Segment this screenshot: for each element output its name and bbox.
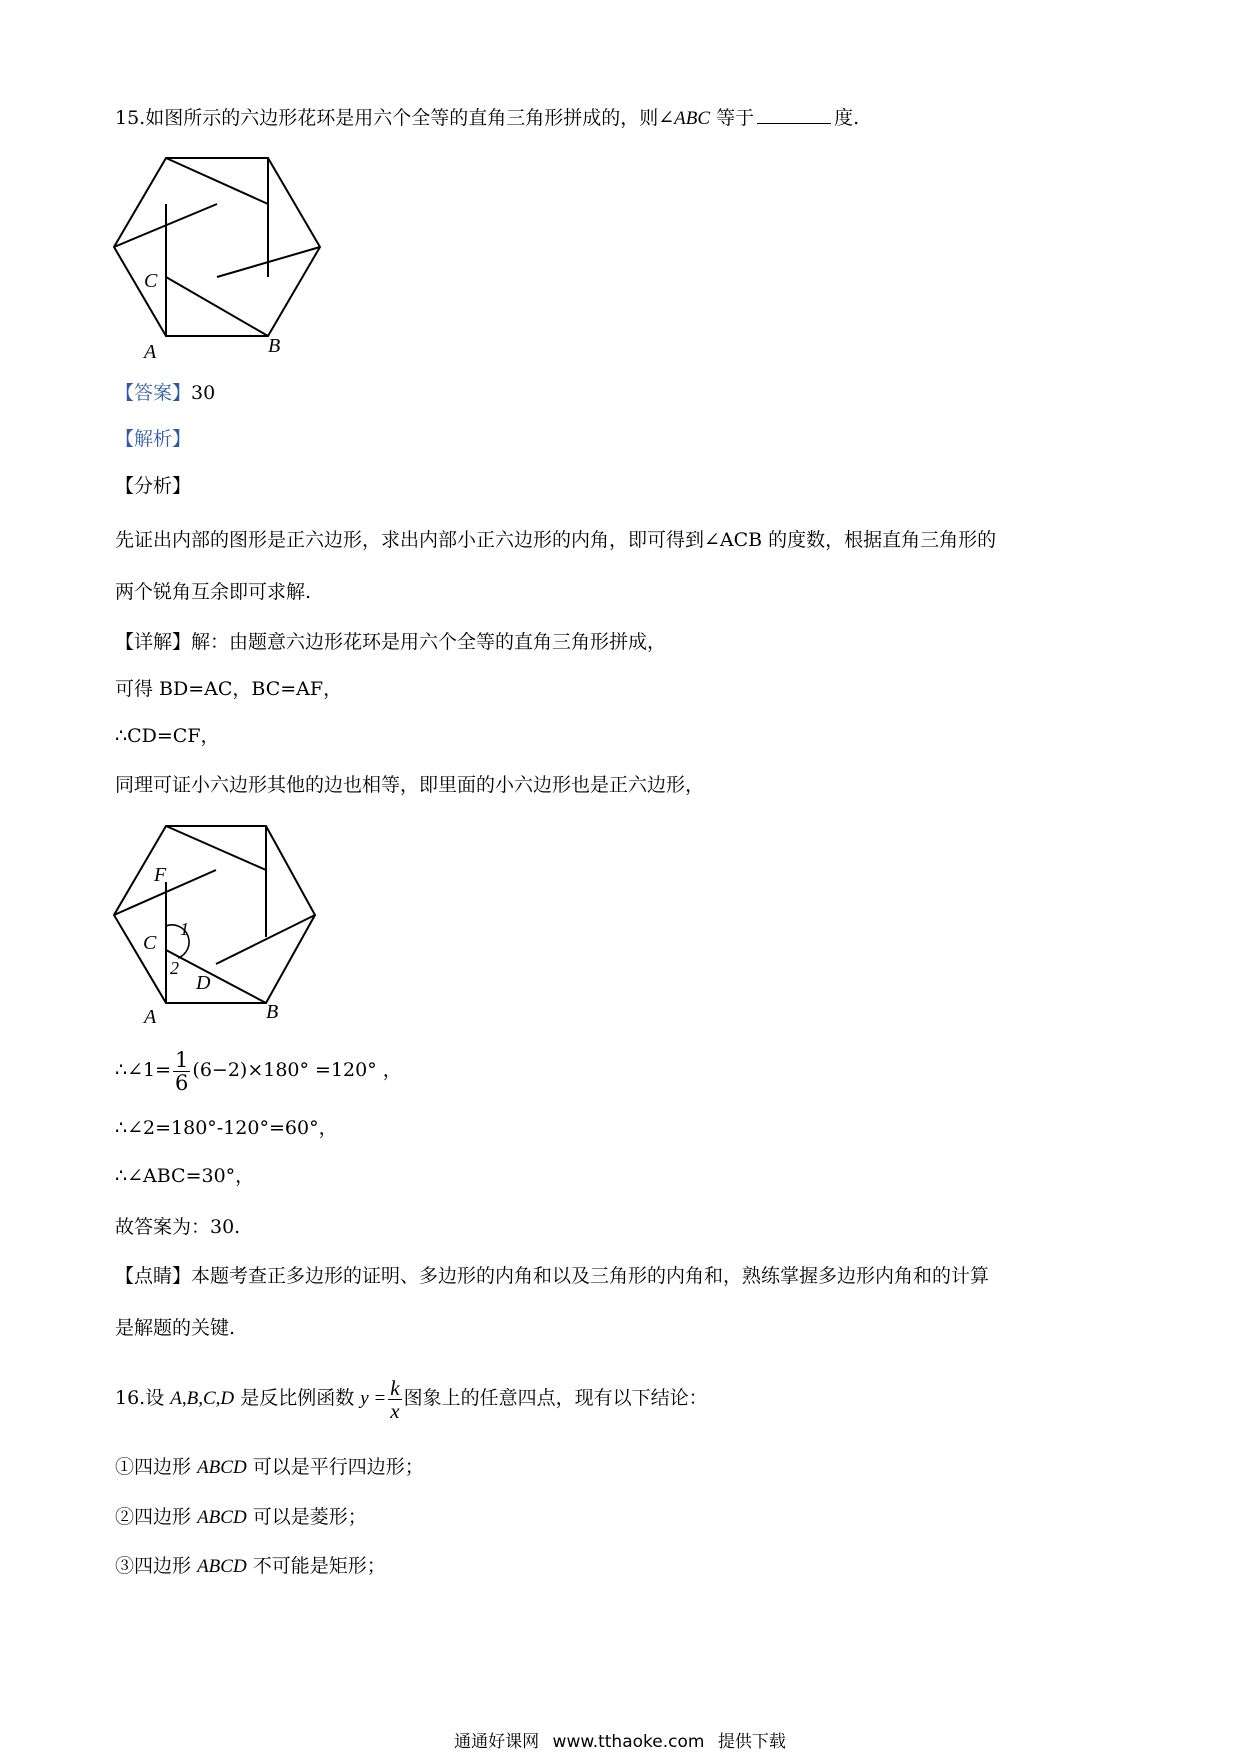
q16-option-2: [115, 1503, 367, 1532]
analysis-tag: 【解析】: [115, 428, 192, 450]
footer-provide: 提供下载: [717, 1732, 786, 1752]
q15-number: 15.: [115, 107, 146, 129]
calc-line-3: ∴∠ABC=30°，: [115, 1165, 255, 1187]
q15-angle-name: ABC: [674, 108, 711, 129]
fraction-k-over-x: [388, 1377, 401, 1422]
option-shape: ABCD: [197, 1457, 247, 1478]
segment: [166, 826, 266, 870]
calc-prefix: ∴∠1=: [115, 1059, 172, 1081]
label-d: D: [196, 972, 211, 994]
fraction-x: x: [390, 1398, 400, 1423]
label-a: A: [144, 341, 157, 360]
option-shape: ABCD: [197, 1556, 247, 1577]
dianjing-line-1: [115, 1262, 989, 1290]
outer-hexagon: [114, 158, 320, 336]
q16-points: A,B,C,D: [170, 1388, 235, 1409]
q15-answer-blank: [757, 107, 831, 124]
label-b: B: [268, 335, 281, 357]
segment: [166, 158, 268, 204]
page-footer: [0, 1727, 1240, 1752]
q16-option-1: [115, 1453, 424, 1482]
answer-value: 30: [191, 382, 216, 404]
fenxi-tag: 【分析】: [115, 475, 192, 497]
q16-text-1: 设: [145, 1387, 165, 1409]
fraction-k: k: [390, 1375, 400, 1400]
option-shape: ABCD: [197, 1507, 247, 1528]
label-angle-2: 2: [170, 958, 179, 978]
fenxi-line-2: 两个锐角互余即可求解.: [115, 581, 312, 603]
detail-line-1: [115, 628, 666, 656]
detail-line-3: ∴CD=CF，: [115, 725, 220, 747]
hexagon-figure-1: [100, 150, 330, 360]
fraction-one-sixth: [173, 1049, 190, 1094]
detail-tag: 【详解】: [115, 631, 192, 653]
option-suffix: 可以是菱形；: [252, 1506, 367, 1528]
answer-line: [115, 379, 215, 407]
hexagon-figure-2: [100, 818, 330, 1023]
label-angle-1: 1: [180, 919, 189, 939]
label-f: F: [154, 864, 167, 886]
q16-number: 16.: [115, 1387, 146, 1409]
dianjing-text-1: 本题考查正多边形的证明、多边形的内角和以及三角形的内角和，熟练掌握多边形内角和的计算: [191, 1265, 990, 1287]
fraction-denominator: 6: [175, 1070, 189, 1095]
label-c: C: [143, 932, 157, 954]
q16-option-3: [115, 1552, 386, 1581]
calc-line-4: 故答案为：30.: [115, 1216, 241, 1238]
option-prefix: ③四边形: [115, 1555, 192, 1577]
footer-site-name: 通通好课网: [454, 1732, 540, 1752]
calc-line-1: [115, 1044, 402, 1098]
segment: [166, 277, 268, 336]
option-prefix: ②四边形: [115, 1506, 192, 1528]
q15-text-mid: 等于: [716, 107, 755, 129]
detail-line-4: 同理可证小六边形其他的边也相等，即里面的小六边形也是正六边形，: [115, 774, 705, 796]
q15-question: [115, 104, 859, 133]
q16-question: [115, 1370, 708, 1428]
detail-text-1: 解：由题意六边形花环是用六个全等的直角三角形拼成，: [191, 631, 667, 653]
q15-text-after: 度.: [834, 107, 860, 129]
segment: [166, 950, 266, 1003]
q15-angle-symbol: ∠: [658, 107, 675, 129]
fraction-numerator: 1: [175, 1047, 189, 1072]
option-suffix: 不可能是矩形；: [252, 1555, 386, 1577]
label-c: C: [144, 270, 158, 292]
dianjing-line-2: 是解题的关键.: [115, 1317, 236, 1339]
label-a: A: [144, 1006, 157, 1023]
option-prefix: ①四边形: [115, 1456, 192, 1478]
calc-line-2: ∴∠2=180°-120°=60°，: [115, 1117, 338, 1139]
calc-rest: (6−2)×180° =120° ，: [192, 1059, 402, 1081]
dianjing-tag: 【点睛】: [115, 1265, 192, 1287]
q15-text-before: 如图所示的六边形花环是用六个全等的直角三角形拼成的，则: [145, 107, 659, 129]
detail-line-2: 可得 BD=AC，BC=AF，: [115, 678, 343, 700]
answer-tag: 【答案】: [115, 382, 192, 404]
label-b: B: [266, 1001, 279, 1023]
option-suffix: 可以是平行四边形；: [252, 1456, 424, 1478]
q16-text-2: 是反比例函数: [240, 1387, 355, 1409]
q16-text-3: 图象上的任意四点，现有以下结论：: [403, 1387, 708, 1409]
fenxi-line-1: 先证出内部的图形是正六边形，求出内部小正六边形的内角，即可得到∠ACB 的度数，根据直角三角形的: [115, 529, 997, 551]
footer-url[interactable]: www.tthaoke.com: [552, 1732, 705, 1752]
q16-y-equals: y =: [360, 1388, 387, 1409]
